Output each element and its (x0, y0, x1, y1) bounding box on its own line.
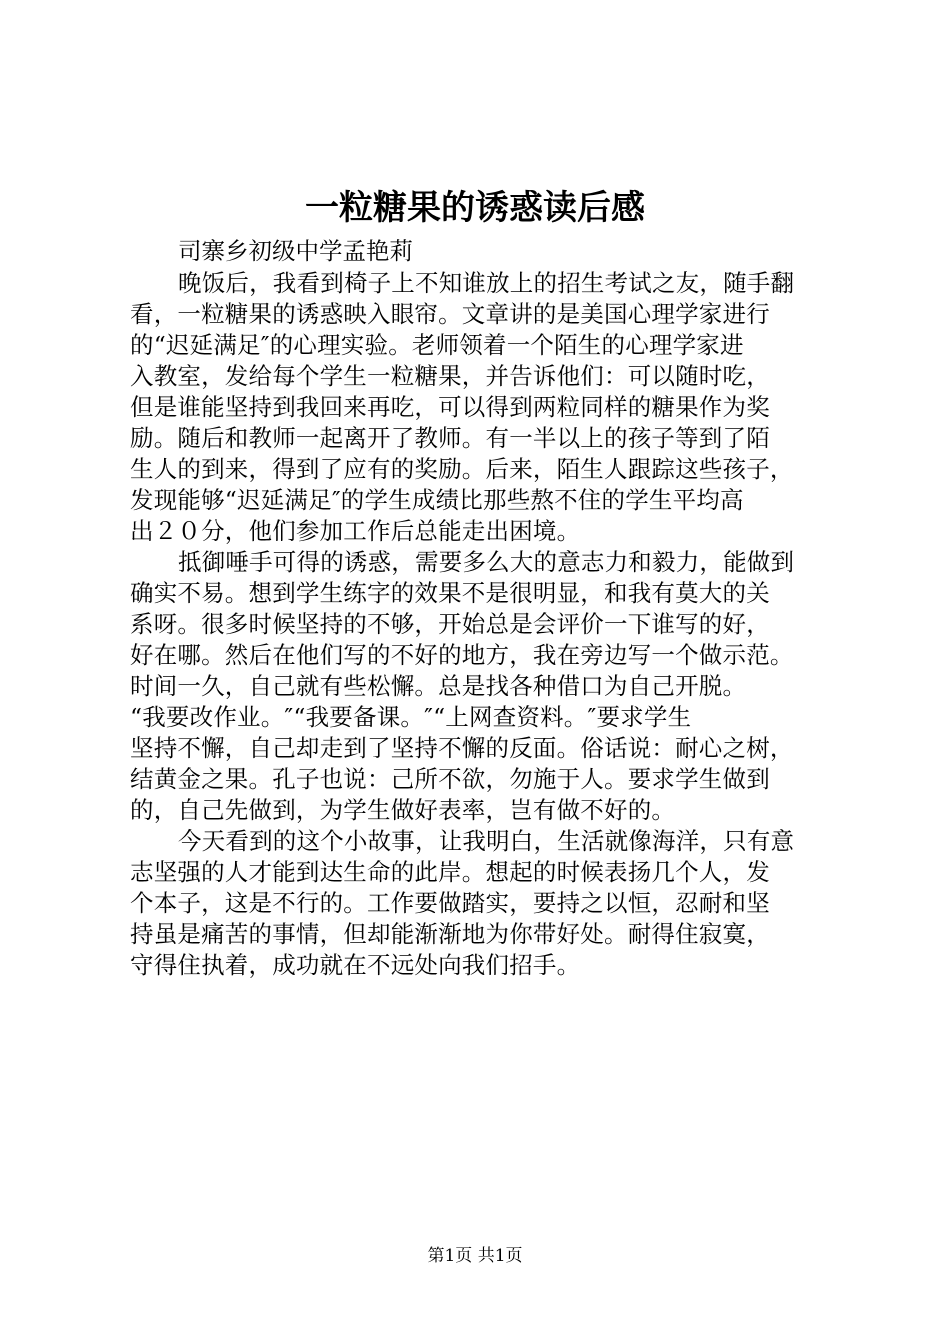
paragraph-line: 守得住执着，成功就在不远处向我们招手。 (130, 951, 581, 979)
document-body (130, 268, 842, 981)
paragraph-line: “我要改作业。″“我要备课。″“上网查资料。″要求学生 (130, 703, 692, 731)
paragraph-line: 的，自己先做到，为学生做好表率，岂有做不好的。 (130, 796, 676, 824)
paragraph-line: 志坚强的人才能到达生命的此岸。想起的时候表扬几个人，发 (130, 858, 770, 886)
paragraph-line: 出２０分，他们参加工作后总能走出困境。 (130, 517, 581, 545)
paragraph-line: 的“迟延满足″的心理实验。老师领着一个陌生的心理学家进 (130, 331, 744, 359)
paragraph-line: 确实不易。想到学生练字的效果不是很明显，和我有莫大的关 (130, 579, 770, 607)
paragraph-line: 个本子，这是不行的。工作要做踏实，要持之以恒，忍耐和坚 (130, 889, 770, 917)
document-title: 一粒糖果的诱惑读后感 (305, 188, 645, 228)
paragraph-line: 系呀。很多时候坚持的不够，开始总是会评价一下谁写的好， (130, 610, 770, 638)
page-footer: 第1页 共1页 (427, 1246, 523, 1266)
paragraph-line: 但是谁能坚持到我回来再吃，可以得到两粒同样的糖果作为奖 (130, 393, 770, 421)
paragraph-line: 结黄金之果。孔子也说：己所不欲，勿施于人。要求学生做到 (130, 765, 770, 793)
paragraph-line: 晚饭后，我看到椅子上不知谁放上的招生考试之友，随手翻 (178, 269, 795, 297)
paragraph-line: 时间一久，自己就有些松懈。总是找各种借口为自己开脱。 (130, 672, 747, 700)
paragraph-line: 入教室，发给每个学生一粒糖果，并告诉他们：可以随时吃， (130, 362, 770, 390)
paragraph-line: 发现能够“迟延满足″的学生成绩比那些熬不住的学生平均高 (130, 486, 744, 514)
paragraph-line: 今天看到的这个小故事，让我明白，生活就像海洋，只有意 (178, 827, 795, 855)
paragraph-line: 持虽是痛苦的事情，但却能渐渐地为你带好处。耐得住寂寞， (130, 920, 770, 948)
paragraph-line: 励。随后和教师一起离开了教师。有一半以上的孩子等到了陌 (130, 424, 770, 452)
paragraph-line: 生人的到来，得到了应有的奖励。后来，陌生人跟踪这些孩子， (130, 455, 794, 483)
paragraph-line: 坚持不懈，自己却走到了坚持不懈的反面。俗话说：耐心之树， (130, 734, 794, 762)
paragraph-line: 好在哪。然后在他们写的不好的地方，我在旁边写一个做示范。 (130, 641, 794, 669)
paragraph-line: 看，一粒糖果的诱惑映入眼帘。文章讲的是美国心理学家进行 (130, 300, 770, 328)
paragraph-line: 抵御唾手可得的诱惑，需要多么大的意志力和毅力，能做到 (178, 548, 795, 576)
document-author: 司寨乡初级中学孟艳莉 (178, 237, 413, 265)
